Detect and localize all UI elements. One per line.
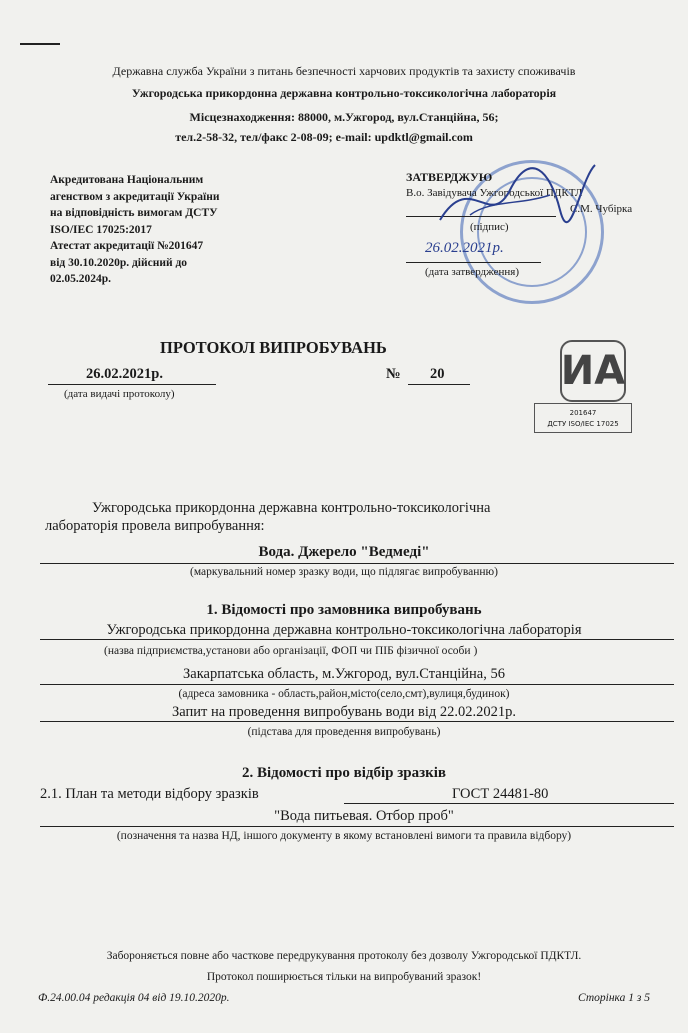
protocol-date: 26.02.2021р. <box>86 366 163 382</box>
approval-date-caption: (дата затвердження) <box>425 266 519 278</box>
accreditation-logo <box>560 340 626 402</box>
scope-notice: Протокол поширюється тільки на випробуваний зразок! <box>206 971 482 983</box>
form-number: Ф.24.00.04 редакція 04 від 19.10.2020р. <box>38 992 230 1004</box>
intro-line-1: Ужгородська прикордонна державна контрольно-токсикологічна <box>92 500 491 516</box>
test-basis: Запит на проведення випробувань води від 22.02.2021р. <box>171 704 517 720</box>
address-caption: (адреса замовника - область,район,місто(село,смт),вулиця,будинок) <box>178 688 510 700</box>
lab-contacts: тел.2-58-32, тел/факс 2-08-09; e-mail: updktl@gmail.com <box>175 130 473 144</box>
agency-name: Державна служба України з питань безпечності харчових продуктів та захисту споживачів <box>112 64 576 78</box>
accreditation-line: на відповідність вимогам ДСТУ <box>50 207 218 219</box>
accreditation-line: Атестат акредитації №201647 <box>50 240 204 252</box>
basis-caption: (підстава для проведення випробувань) <box>247 726 441 738</box>
sampling-plan-label: 2.1. План та методи відбору зразків <box>40 786 259 802</box>
page-number: Сторінка 1 з 5 <box>578 992 650 1004</box>
accreditation-line: Акредитована Національним <box>50 174 204 186</box>
protocol-title: ПРОТОКОЛ ВИПРОБУВАНЬ <box>160 338 387 357</box>
lab-address: Місцезнаходження: 88000, м.Ужгород, вул.Станційна, 56; <box>189 110 499 124</box>
approval-date: 26.02.2021р. <box>425 240 504 256</box>
normative-doc-caption: (позначення та назва НД, іншого документу в якому встановлені вимоги та правила відбору) <box>116 830 572 842</box>
reprint-notice: Забороняється повне або часткове передрукування протоколу без дозволу Ужгородської ПДКТЛ. <box>106 950 582 962</box>
customer-address: Закарпатська область, м.Ужгород, вул.Станційна, 56 <box>183 666 505 682</box>
intro-line-2: лабораторія провела випробування: <box>45 518 265 534</box>
customer-caption: (назва підприємства,установи або організації, ФОП чи ПІБ фізичної особи ) <box>104 645 478 657</box>
normative-doc-name: "Вода питьевая. Отбор проб" <box>274 808 454 824</box>
accreditation-badge <box>534 403 632 433</box>
cert-standard: ДСТУ ISO/IEC 17025 <box>547 420 619 428</box>
protocol-number: 20 <box>430 366 445 382</box>
section1-title: 1. Відомості про замовника випробувань <box>206 602 482 618</box>
protocol-number-label: № <box>386 366 401 382</box>
approval-name: С.М. Чубірка <box>570 203 633 215</box>
accreditation-line: від 30.10.2020р. дійсний до <box>50 256 188 269</box>
top-mark <box>20 43 60 45</box>
accreditation-line: агенством з акредитації України <box>50 190 220 203</box>
signature-caption: (підпис) <box>470 221 509 233</box>
logo-glyph: ИА <box>560 348 626 394</box>
approval-position: В.о. Завідувача Ужгородської ПДКТЛ <box>406 187 583 199</box>
section2-title: 2. Відомості про відбір зразків <box>241 765 447 781</box>
sample-caption: (маркувальний номер зразку води, що підлягає випробуванню) <box>190 566 498 578</box>
sampling-plan-value: ГОСТ 24481-80 <box>452 786 549 802</box>
customer-name: Ужгородська прикордонна державна контрольно-токсикологічна лабораторія <box>106 622 582 638</box>
signature-mark <box>430 160 600 240</box>
approval-title: ЗАТВЕРДЖУЮ <box>406 170 493 184</box>
accreditation-line: 02.05.2024р. <box>50 273 112 285</box>
cert-number: 201647 <box>569 409 597 417</box>
accreditation-block <box>50 172 220 288</box>
lab-name: Ужгородська прикордонна державна контрольно-токсикологічна лабораторія <box>131 86 557 100</box>
sample-value: Вода. Джерело "Ведмеді" <box>258 544 430 560</box>
protocol-date-caption: (дата видачі протоколу) <box>64 388 175 400</box>
accreditation-line: ISO/IEC 17025:2017 <box>50 223 152 236</box>
